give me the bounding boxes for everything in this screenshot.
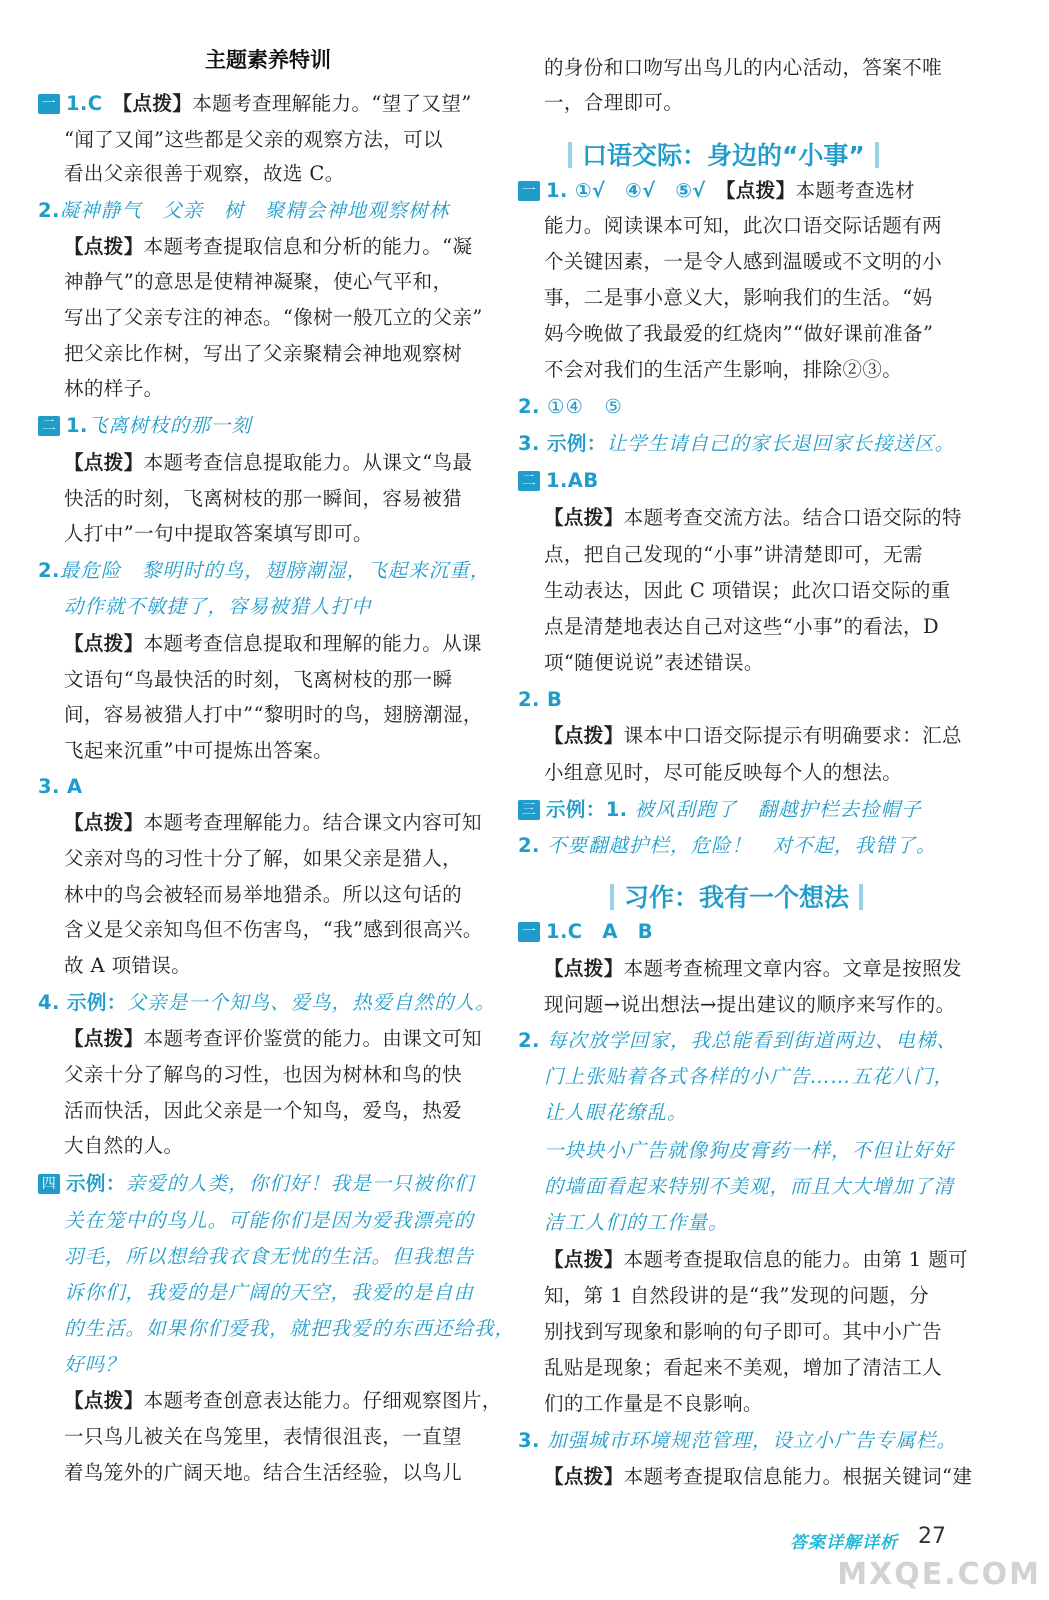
question-number: 3. A	[38, 775, 83, 798]
answer-line	[38, 197, 449, 225]
answer-line	[64, 881, 462, 909]
answer-line	[544, 1099, 688, 1127]
answer-text: 每次放学回家，我总能看到街道两边、电梯、	[546, 1029, 957, 1052]
explanation-text: 小组意见时，尽可能反映每个人的想法。	[544, 761, 903, 784]
answer-text: 不要翻越护栏，危险！ 对不起，我错了。	[546, 834, 937, 857]
answer-line	[544, 613, 939, 641]
answer-line	[518, 1427, 957, 1455]
answer-text: 最危险 黎明时的鸟，翅膀潮湿，飞起来沉重，	[59, 559, 491, 582]
explanation-text: 本题考查选材	[795, 179, 915, 202]
answer-line	[518, 918, 653, 946]
question-number: 2. B	[518, 688, 563, 711]
question-number: 1.C A B	[546, 920, 654, 943]
explanation-text: 着鸟笼外的广阔天地。结合生活经验，以鸟儿	[64, 1461, 463, 1484]
section-number-badge: 一	[518, 181, 540, 201]
title-bar-left-icon	[568, 142, 572, 168]
section-title-writing	[610, 878, 863, 914]
answer-line	[518, 430, 955, 458]
question-number: 1. ①√ ④√ ⑤√	[546, 179, 706, 202]
explanation-text: 父亲对鸟的习性十分了解，如果父亲是猎人，	[64, 847, 463, 870]
question-number: 示例：	[66, 1172, 126, 1195]
explanation-text: 本题考查理解能力。结合课文内容可知	[143, 811, 482, 834]
hint-tag: 【点拨】	[64, 235, 144, 258]
section-number-badge: 二	[38, 416, 60, 436]
answer-line	[64, 845, 462, 873]
question-number: 2.	[38, 199, 60, 222]
answer-line	[518, 796, 922, 824]
answer-line	[544, 248, 942, 276]
footer-label: 答案详解详析	[790, 1533, 898, 1553]
answer-line	[544, 1063, 954, 1091]
answer-line	[544, 1463, 972, 1491]
answer-line	[64, 485, 462, 513]
answer-line	[544, 89, 683, 117]
answer-line	[64, 1061, 462, 1089]
answer-line	[64, 952, 191, 980]
explanation-text: 神静气”的意思是使精神凝聚，使心气平和，	[64, 270, 453, 293]
explanation-text: 看出父亲很善于观察，故选 C。	[64, 162, 345, 185]
explanation-text: 的身份和口吻写出鸟儿的内心活动，答案不唯	[544, 56, 943, 79]
hint-tag: 【点拨】	[64, 811, 144, 834]
question-number: 2.	[518, 395, 547, 418]
answer-line	[64, 304, 483, 332]
explanation-text: 本题考查梳理文章内容。文章是按照发	[623, 957, 962, 980]
explanation-text: 本题考查提取信息能力。根据关键词“建	[623, 1465, 973, 1488]
answer-line	[64, 449, 472, 477]
explanation-text: 飞起来沉重”中可提炼出答案。	[64, 739, 334, 762]
page-title: 主题素养特训	[205, 48, 331, 72]
answer-line	[64, 1423, 462, 1451]
explanation-text: 本题考查理解能力。“望了又望”	[192, 92, 472, 115]
section-title-text: 口语交际：身边的“小事”	[582, 141, 865, 170]
answer-line	[64, 160, 345, 188]
explanation-text: 本题考查提取信息和分析的能力。“凝	[143, 235, 473, 258]
explanation-text: 本题考查创意表达能力。仔细观察图片，	[143, 1389, 502, 1412]
explanation-text: 妈今晚做了我最爱的红烧肉”“做好课前准备”	[544, 322, 934, 345]
watermark: MXQE.COM	[837, 1557, 1041, 1592]
explanation-text: 别找到写现象和影响的句子即可。其中小广告	[544, 1320, 943, 1343]
explanation-text: 含义是父亲知鸟但不伤害鸟，“我”感到很高兴。	[64, 918, 483, 941]
answer-text: 门上张贴着各式各样的小广告……五花八门，	[544, 1065, 955, 1088]
explanation-text: 知，第 1 自然段讲的是“我”发现的问题，分	[544, 1284, 930, 1307]
hint-tag: 【点拨】	[705, 179, 796, 202]
answer-line	[64, 737, 333, 765]
answer-text: 羽毛，所以想给我衣食无忧的生活。但我想告	[64, 1245, 475, 1268]
title-bar-right-icon	[859, 884, 863, 910]
answer-text: 动作就不敏捷了，容易被猎人打中	[64, 595, 372, 618]
explanation-text: 本题考查提取信息的能力。由第 1 题可	[623, 1248, 969, 1271]
answer-text: 加强城市环境规范管理，设立小广告专属栏。	[546, 1429, 957, 1452]
explanation-text: 一只鸟儿被关在鸟笼里，表情很沮丧，一直望	[64, 1425, 463, 1448]
explanation-text: 不会对我们的生活产生影响，排除②③。	[544, 358, 903, 381]
answer-text: ①④ ⑤	[546, 395, 623, 418]
explanation-text: 活而快活，因此父亲是一个知鸟，爱鸟，热爱	[64, 1099, 463, 1122]
answer-line	[518, 393, 623, 421]
question-number: 2.	[518, 1029, 547, 1052]
explanation-text: 快活的时刻，飞离树枝的那一瞬间，容易被猎	[64, 487, 463, 510]
explanation-text: 们的工作量是不良影响。	[544, 1392, 763, 1415]
answer-line	[38, 90, 472, 118]
answer-line	[64, 1459, 462, 1487]
answer-line	[64, 916, 483, 944]
answer-line	[518, 686, 562, 714]
section-number-badge: 四	[38, 1174, 60, 1194]
hint-tag: 【点拨】	[544, 506, 624, 529]
explanation-text: 间，容易被猎人打中”“黎明时的鸟，翅膀潮湿，	[64, 703, 483, 726]
answer-line	[544, 649, 764, 677]
answer-line	[64, 126, 443, 154]
answer-line	[544, 504, 962, 532]
answer-line	[64, 666, 452, 694]
section-title-text: 习作：我有一个想法	[624, 883, 850, 912]
explanation-text: 写出了父亲专注的神态。“像树一般兀立的父亲”	[64, 306, 483, 329]
question-number: 示例：1.	[546, 798, 635, 821]
explanation-text: 文语句“鸟最快活的时刻，飞离树枝的那一瞬	[64, 668, 453, 691]
answer-line	[64, 809, 482, 837]
answer-line	[544, 1354, 942, 1382]
title-bar-left-icon	[610, 884, 614, 910]
explanation-text: 人打中”一句中提取答案填写即可。	[64, 522, 373, 545]
page-number: 27	[918, 1524, 946, 1549]
answer-text: 好吗？	[64, 1353, 126, 1376]
answer-line	[64, 630, 482, 658]
answer-line	[544, 1209, 729, 1237]
answer-text: 的生活。如果你们爱我，就把我爱的东西还给我，	[64, 1317, 516, 1340]
answer-line	[64, 1097, 462, 1125]
explanation-text: 乱贴是现象；看起来不美观，增加了清洁工人	[544, 1356, 943, 1379]
explanation-text: 大自然的人。	[64, 1134, 184, 1157]
hint-tag: 【点拨】	[544, 957, 624, 980]
answer-line	[38, 412, 252, 440]
explanation-text: 本题考查交流方法。结合口语交际的特	[623, 506, 962, 529]
answer-line	[544, 212, 942, 240]
answer-line	[544, 577, 951, 605]
answer-line	[64, 375, 164, 403]
answer-line	[64, 701, 483, 729]
answer-line	[64, 1025, 482, 1053]
answer-line	[544, 356, 902, 384]
title-bar-right-icon	[875, 142, 879, 168]
answer-line	[64, 340, 462, 368]
answer-line	[38, 1170, 474, 1198]
hint-tag: 【点拨】	[544, 1465, 624, 1488]
explanation-text: 能力。阅读课本可知，此次口语交际话题有两	[544, 214, 943, 237]
answer-line	[544, 955, 962, 983]
explanation-text: 把父亲比作树，写出了父亲聚精会神地观察树	[64, 342, 463, 365]
answer-line	[64, 1207, 474, 1235]
answer-text: 洁工人们的工作量。	[544, 1211, 729, 1234]
hint-tag: 【点拨】	[64, 1389, 144, 1412]
answer-line	[64, 1243, 474, 1271]
answer-line	[544, 1246, 968, 1274]
answer-line	[64, 593, 372, 621]
explanation-text: 父亲十分了解鸟的习性，也因为树林和鸟的快	[64, 1063, 463, 1086]
explanation-text: 一，合理即可。	[544, 91, 684, 114]
section-number-badge: 二	[518, 471, 540, 491]
answer-line	[64, 233, 472, 261]
explanation-text: 项“随便说说”表述错误。	[544, 651, 764, 674]
question-number: 1.	[66, 414, 88, 437]
answer-line	[64, 268, 452, 296]
answer-line	[38, 773, 82, 801]
question-number: 1.AB	[546, 469, 599, 492]
explanation-text: 点，把自己发现的“小事”讲清楚即可，无需	[544, 543, 923, 566]
question-number: 2.	[38, 559, 60, 582]
hint-tag: 【点拨】	[64, 1027, 144, 1050]
section-number-badge: 一	[518, 922, 540, 942]
section-number-badge: 一	[38, 94, 60, 114]
question-number: 1.C	[66, 92, 103, 115]
hint-tag: 【点拨】	[102, 92, 193, 115]
answer-line	[544, 1318, 942, 1346]
answer-line	[64, 1132, 183, 1160]
answer-text: 父亲是一个知鸟、爱鸟，热爱自然的人。	[126, 991, 496, 1014]
answer-line	[544, 722, 962, 750]
answer-line	[64, 1315, 515, 1343]
answer-line	[544, 541, 923, 569]
answer-line	[64, 520, 373, 548]
answer-text: 关在笼中的鸟儿。可能你们是因为爱我漂亮的	[64, 1209, 475, 1232]
section-title-oral-communication	[568, 136, 879, 172]
answer-line	[544, 284, 932, 312]
answer-line	[64, 1387, 502, 1415]
explanation-text: 个关键因素，一是令人感到温暖或不文明的小	[544, 250, 943, 273]
explanation-text: 故 A 项错误。	[64, 954, 192, 977]
answer-text: 飞离树枝的那一刻	[87, 414, 252, 437]
answer-line	[518, 177, 915, 205]
answer-text: 凝神静气 父亲 树 聚精会神地观察树林	[59, 199, 450, 222]
hint-tag: 【点拨】	[64, 632, 144, 655]
answer-text: 亲爱的人类，你们好！我是一只被你们	[125, 1172, 475, 1195]
question-number: 3.	[518, 1429, 547, 1452]
answer-line	[38, 989, 496, 1017]
answer-text: 让学生请自己的家长退回家长接送区。	[606, 432, 956, 455]
answer-text: 诉你们，我爱的是广阔的天空，我爱的是自由	[64, 1281, 475, 1304]
explanation-text: 本题考查评价鉴赏的能力。由课文可知	[143, 1027, 482, 1050]
answer-line	[518, 467, 599, 495]
answer-line	[544, 1390, 763, 1418]
hint-tag: 【点拨】	[544, 1248, 624, 1271]
answer-line	[544, 320, 933, 348]
answer-line	[544, 1282, 929, 1310]
answer-line	[38, 557, 490, 585]
answer-line	[518, 832, 936, 860]
answer-line	[518, 1027, 957, 1055]
hint-tag: 【点拨】	[544, 724, 624, 747]
answer-line	[544, 1173, 954, 1201]
explanation-text: 本题考查信息提取和理解的能力。从课	[143, 632, 482, 655]
explanation-text: 林的样子。	[64, 377, 164, 400]
hint-tag: 【点拨】	[64, 451, 144, 474]
explanation-text: 林中的鸟会被轻而易举地猎杀。所以这句话的	[64, 883, 463, 906]
answer-line	[64, 1351, 126, 1379]
explanation-text: 课本中口语交际提示有明确要求：汇总	[623, 724, 962, 747]
explanation-text: 生动表达，因此 C 项错误；此次口语交际的重	[544, 579, 951, 602]
explanation-text: 点是清楚地表达自己对这些“小事”的看法，D	[544, 615, 939, 638]
answer-text: 被风刮跑了 翻越护栏去捡帽子	[634, 798, 922, 821]
answer-line	[544, 759, 902, 787]
answer-text: 的墙面看起来特别不美观，而且大大增加了清	[544, 1175, 955, 1198]
explanation-text: “闻了又闻”这些都是父亲的观察方法，可以	[64, 128, 443, 151]
explanation-text: 事，二是事小意义大，影响我们的生活。“妈	[544, 286, 933, 309]
answer-line	[64, 1279, 474, 1307]
answer-text: 让人眼花缭乱。	[544, 1101, 688, 1124]
answer-line	[544, 54, 942, 82]
answer-line	[544, 991, 956, 1019]
explanation-text: 本题考查信息提取能力。从课文“鸟最	[143, 451, 473, 474]
question-number: 4. 示例：	[38, 991, 127, 1014]
answer-line	[544, 1137, 954, 1165]
section-number-badge: 三	[518, 800, 540, 820]
question-number: 3. 示例：	[518, 432, 607, 455]
question-number: 2.	[518, 834, 547, 857]
answer-text: 一块块小广告就像狗皮膏药一样，不但让好好	[544, 1139, 955, 1162]
explanation-text: 现问题→说出想法→提出建议的顺序来写作的。	[544, 993, 956, 1016]
